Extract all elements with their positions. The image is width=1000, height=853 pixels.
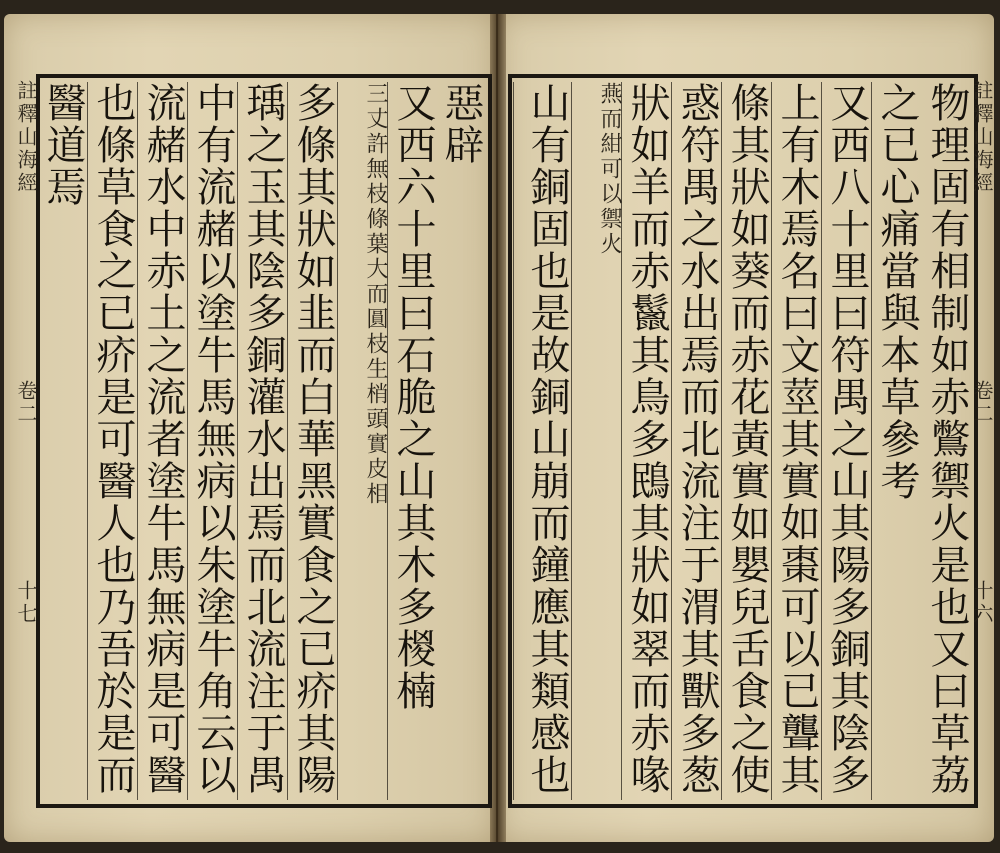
right-margin-leaf: 十六 bbox=[970, 580, 994, 626]
left-col-7: 流赭水中赤土之流者塗牛馬無病是可醫 bbox=[137, 82, 188, 800]
left-margin-leaf: 十七 bbox=[14, 580, 38, 626]
left-col-3: 三丈許無枝條葉大而圓枝生梢頭實皮相 bbox=[337, 82, 388, 800]
right-text-frame bbox=[508, 74, 978, 808]
left-col-6: 中有流赭以塗牛馬無病以朱塗牛角云以 bbox=[187, 82, 238, 800]
right-col-5: 條其狀如葵而赤花黃實如嬰兒舌食之使 bbox=[721, 82, 772, 800]
right-col-2: 之已心痛當與本草參考 bbox=[871, 82, 922, 800]
left-margin-title: 註釋山海經 bbox=[14, 80, 38, 195]
left-col-8: 也條草食之已疥是可醫人也乃吾於是而 bbox=[87, 82, 138, 800]
left-col-2: 又西六十里曰石脆之山其木多椶楠 bbox=[387, 82, 438, 800]
left-col-4: 多條其狀如韭而白華黑實食之已疥其陽 bbox=[287, 82, 338, 800]
right-col-3: 又西八十里曰符禺之山其陽多銅其陰多 bbox=[821, 82, 872, 800]
right-margin-title: 註釋山海經 bbox=[970, 80, 994, 195]
left-margin-volume: 卷二 bbox=[14, 380, 38, 426]
right-col-4: 上有木焉名曰文莖其實如棗可以已聾其 bbox=[771, 82, 822, 800]
left-col-9: 醫道焉 bbox=[39, 82, 88, 800]
right-col-6: 惑符禺之水出焉而北流注于渭其獸多葱 bbox=[671, 82, 722, 800]
right-col-1: 物理固有相制如赤鷩禦火是也又曰草荔 bbox=[924, 82, 970, 796]
book-gutter bbox=[490, 14, 506, 842]
left-col-5: 瑀之玉其陰多銅灌水出焉而北流注于禺 bbox=[237, 82, 288, 800]
right-col-7: 狀如羊而赤鬣其鳥多鴖其狀如翠而赤喙 bbox=[621, 82, 672, 800]
right-col-8: 燕而紺可以禦火 bbox=[571, 82, 622, 800]
right-margin-volume: 卷二 bbox=[970, 380, 994, 426]
right-col-9: 山有銅固也是故銅山崩而鐘應其類感也 bbox=[513, 82, 572, 800]
left-col-1: 惡辟 bbox=[438, 82, 484, 166]
left-text-frame bbox=[36, 74, 492, 808]
